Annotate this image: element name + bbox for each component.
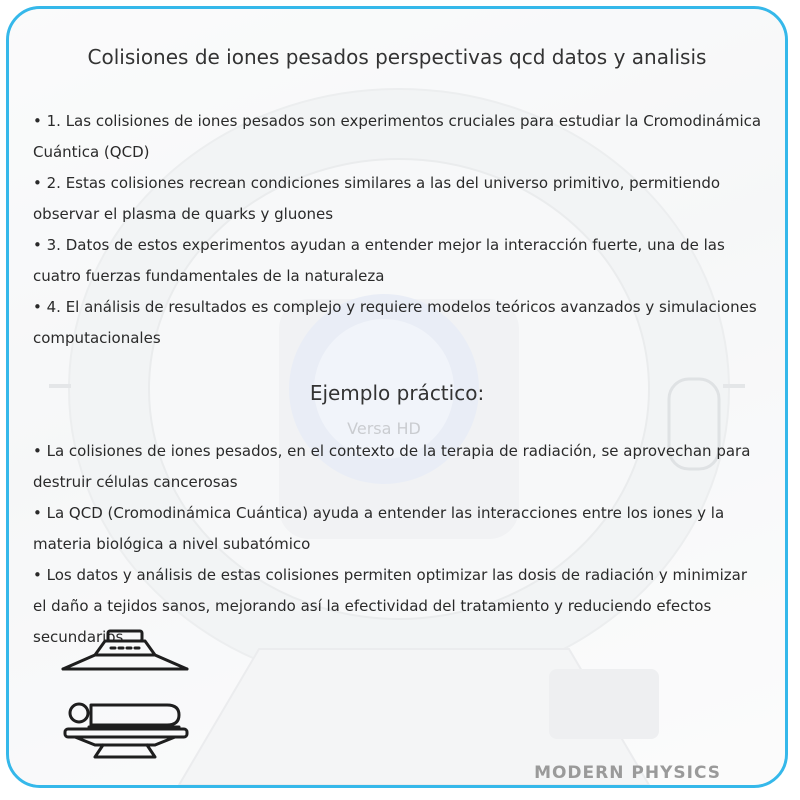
- example-heading: Ejemplo práctico:: [309, 381, 485, 405]
- list-item: • 1. Las colisiones de iones pesados son experimentos cruciales para estudiar la Cromodinámica Cuántica (QCD): [33, 112, 762, 161]
- list-item: • La colisiones de iones pesados, en el contexto de la terapia de radiación, se aprovechan para destruir células cancerosas: [33, 442, 751, 491]
- list-item: • Los datos y análisis de estas colisiones permiten optimizar las dosis de radiación y minimizar el daño a tejidos sanos, mejorando así la efectividad del tratamiento y reduciendo efectos secundarios: [33, 566, 748, 646]
- radiation-therapy-icon: [55, 629, 195, 759]
- list-item: • 4. El análisis de resultados es complejo y requiere modelos teóricos avanzados y simulaciones computacionales: [33, 298, 757, 347]
- slide-card: [6, 6, 788, 788]
- brand-logo: MODERN PHYSICS: [534, 763, 721, 783]
- list-item: • 3. Datos de estos experimentos ayudan a entender mejor la interacción fuerte, una de las cuatro fuerzas fundamentales de la naturaleza: [33, 236, 725, 285]
- list-item: • La QCD (Cromodinámica Cuántica) ayuda a entender las interacciones entre los iones y la materia biológica a nivel subatómico: [33, 504, 725, 553]
- page-title: Colisiones de iones pesados perspectivas qcd datos y analisis: [87, 45, 707, 69]
- key-points-list: [33, 106, 763, 354]
- example-list: [33, 436, 763, 653]
- list-item: • 2. Estas colisiones recrean condiciones similares a las del universo primitivo, permitiendo observar el plasma de quarks y gluones: [33, 174, 721, 223]
